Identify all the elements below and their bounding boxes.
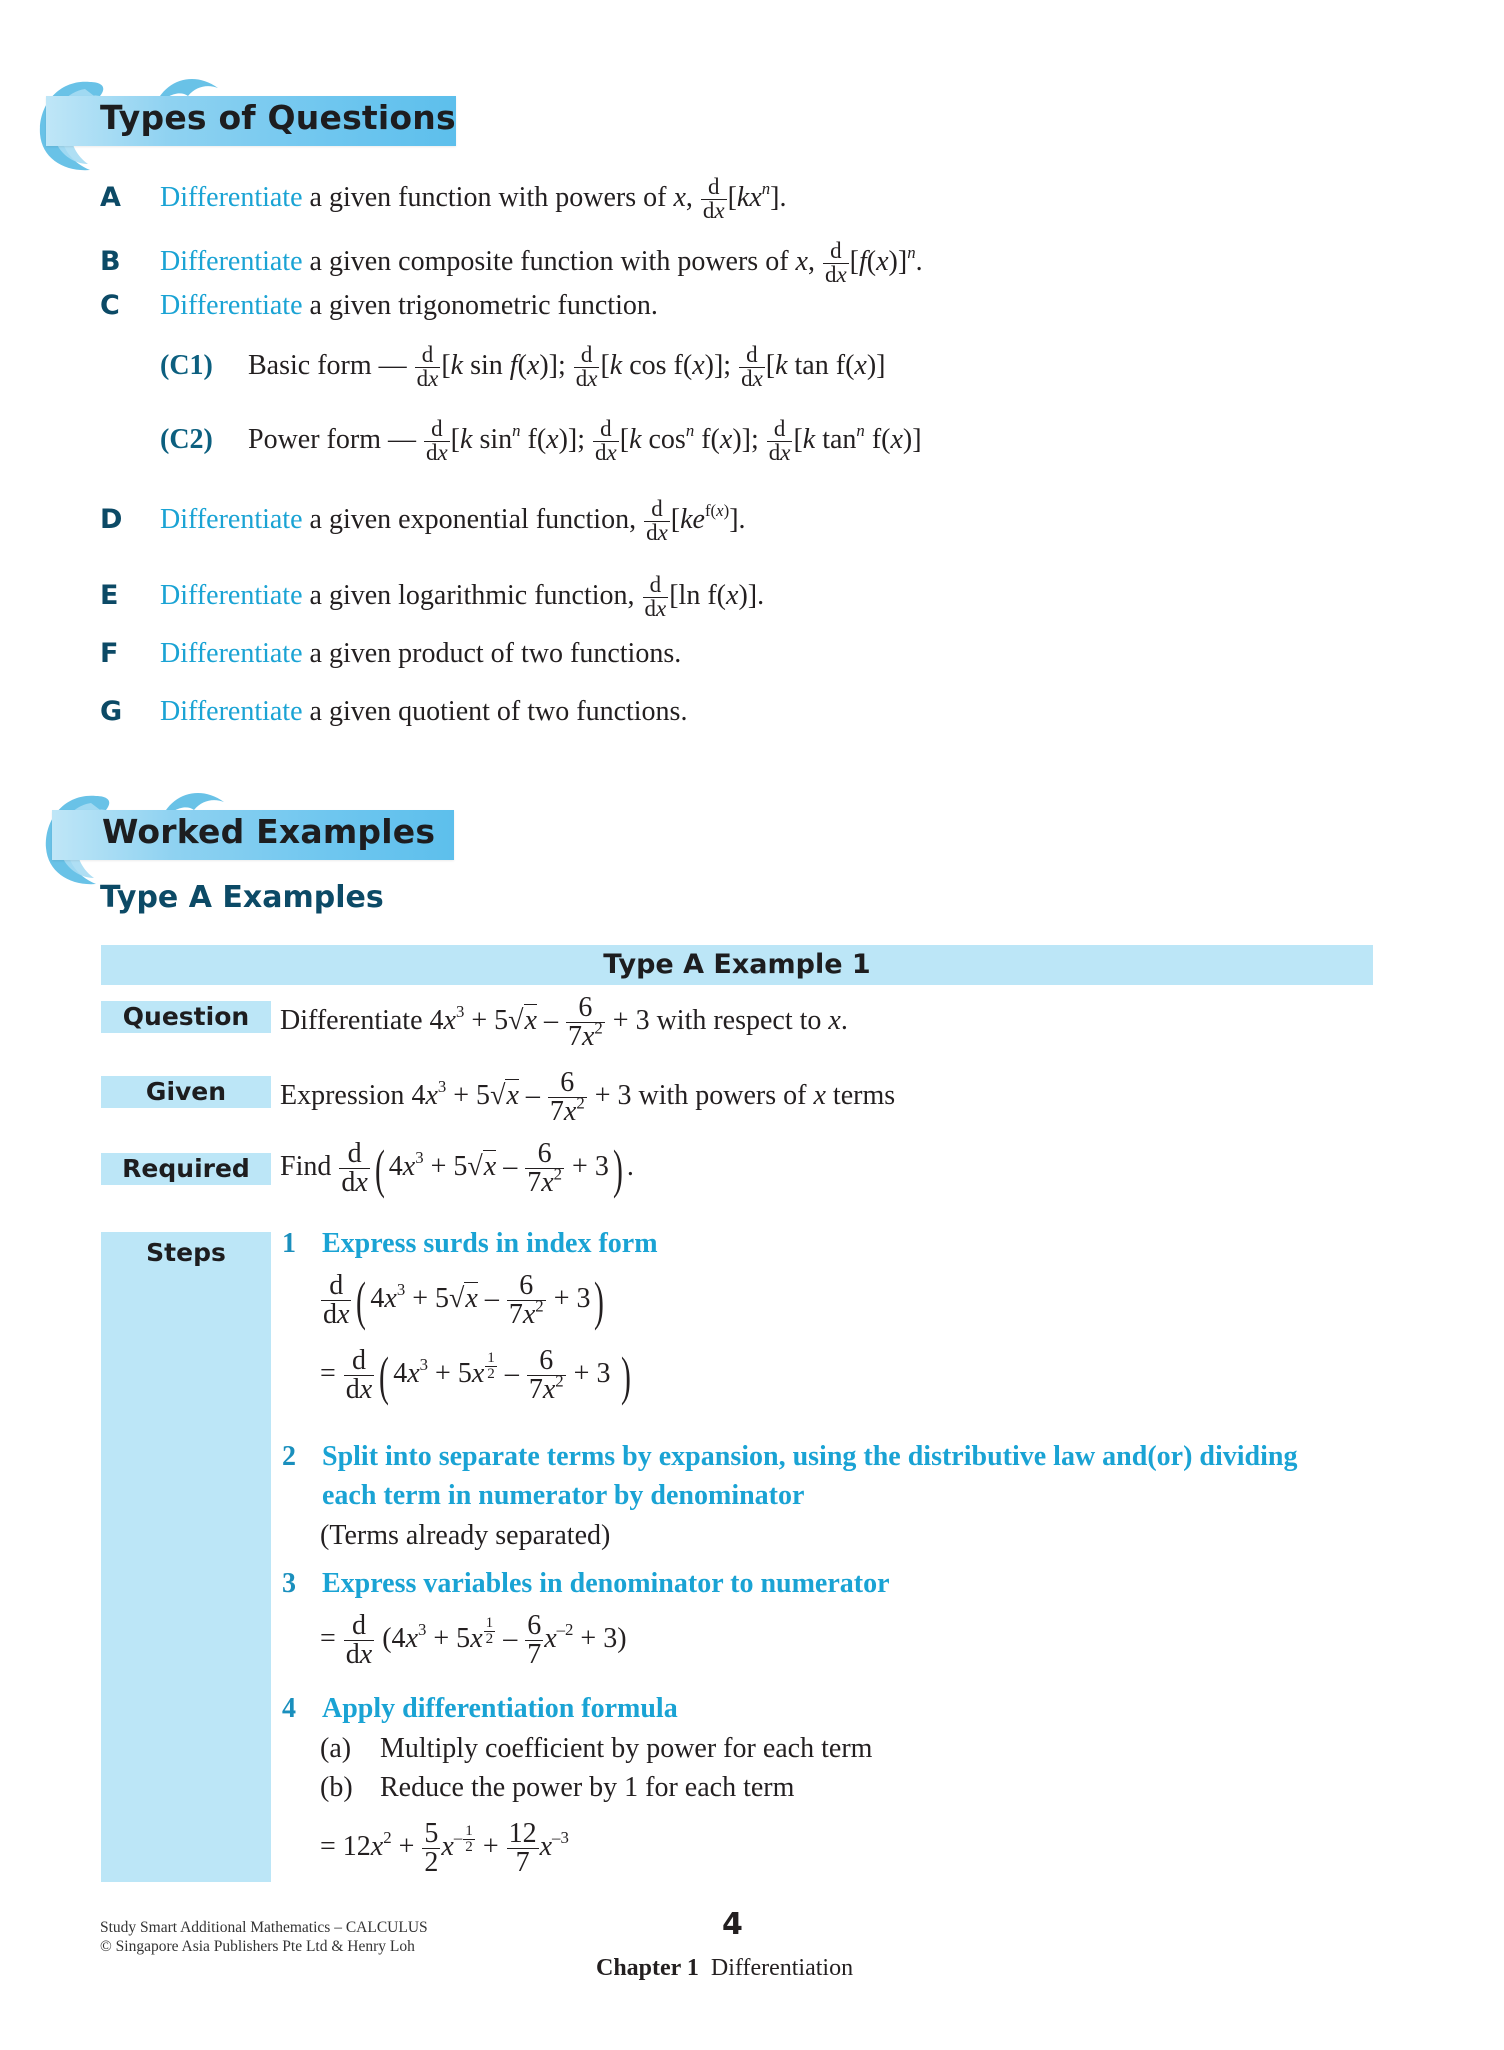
- type-a-examples-heading: Type A Examples: [100, 880, 384, 915]
- copyright: © Singapore Asia Publishers Pte Ltd & Henry Loh: [100, 1938, 415, 1955]
- book-title: Study Smart Additional Mathematics – CALCULUS: [100, 1919, 428, 1936]
- subtype-c2: (C2) Power form — $\frac{d}{dx}$ [k $\sin^n f(x)$]; $\frac{d}{dx}$ [k $\cos^n f(x)$]; $\frac{d}{dx}$ [k $\tan^n f(x)$]: [160, 416, 922, 465]
- type-letter: B: [100, 245, 121, 277]
- derivative-operator: $\frac{d}{dx}$: [702, 174, 725, 223]
- given-suffix: with powers of: [631, 1079, 814, 1111]
- type-item-d: D Differentiate a given exponential function, $\frac{d}{dx}$ $[ke^{f(x)}]$.: [100, 496, 746, 545]
- type-verb: Differentiate: [160, 181, 303, 213]
- type-verb: Differentiate: [160, 503, 303, 535]
- type-item-e: E Differentiate a given logarithmic function, $\frac{d}{dx}$ [ln f(x)].: [100, 572, 765, 621]
- given-label: Given: [101, 1076, 271, 1108]
- step-2-heading: [282, 1441, 1297, 1473]
- step-4-sub-b: [320, 1772, 794, 1804]
- given-text: Expression $4x^3 + 5√x$ – $\frac{6}{7x^2}$ + 3 with powers of x terms: [280, 1067, 896, 1127]
- chapter-label: Chapter 1: [596, 1955, 699, 1981]
- step-1-expression-1: $\frac{d}{dx}$ ( $4x^3 + 5√x$ – $\frac{6}{7x^2}$ + 3): [323, 1270, 605, 1331]
- type-letter: D: [100, 503, 123, 535]
- type-verb: Differentiate: [160, 638, 303, 669]
- step-number: 1: [282, 1228, 296, 1259]
- type-letter: E: [100, 579, 119, 611]
- step-number: 4: [282, 1693, 296, 1724]
- given-prefix: Expression: [280, 1079, 412, 1111]
- example-title-bar: Type A Example 1: [101, 945, 1373, 985]
- type-text: a given quotient of two functions.: [302, 696, 688, 727]
- type-item-c: [100, 292, 658, 320]
- section-title: Worked Examples: [102, 812, 436, 851]
- subtype-text: Power form —: [248, 423, 416, 455]
- step-number: 2: [282, 1441, 296, 1472]
- type-verb: Differentiate: [160, 290, 303, 321]
- sub-label: (b): [320, 1772, 353, 1803]
- subtype-label: (C2): [160, 423, 213, 455]
- type-text: a given logarithmic function,: [302, 579, 642, 611]
- type-text: a given function with powers of: [302, 181, 674, 213]
- type-letter: C: [100, 290, 120, 321]
- question-label: Question: [101, 1001, 271, 1033]
- step-1-heading: [282, 1228, 658, 1260]
- type-item-g: [100, 698, 687, 726]
- type-letter: G: [100, 696, 123, 727]
- required-text: Find $\frac{d}{dx}$ ( $4x^3 + 5√x$ – $\frac{6}{7x^2}$ + 3) .: [280, 1138, 634, 1199]
- types-of-questions-banner: [38, 84, 468, 142]
- type-letter: F: [100, 638, 119, 669]
- derivative-operator: $\frac{d}{dx}$: [824, 238, 847, 287]
- type-item-a: A Differentiate a given function with powers of x, $\frac{d}{dx}$ $[kx^n]$.: [100, 174, 787, 223]
- sub-label: (a): [320, 1733, 352, 1764]
- step-3-heading: [282, 1568, 890, 1600]
- chapter-footer: [596, 1955, 853, 1982]
- chapter-name: Differentiation: [710, 1955, 854, 1981]
- step-4-heading: [282, 1693, 678, 1725]
- type-letter: A: [100, 181, 121, 213]
- sub-text: Reduce the power by 1 for each term: [380, 1772, 795, 1803]
- given-end: terms: [825, 1079, 896, 1111]
- step-title: Split into separate terms by expansion, using the distributive law and(or) dividing: [322, 1441, 1298, 1472]
- type-item-b: B Differentiate a given composite function with powers of x, $\frac{d}{dx}$ $[f(x)]^n$.: [100, 238, 923, 287]
- section-title: Types of Questions: [100, 98, 456, 137]
- step-4-sub-a: [320, 1733, 872, 1765]
- type-text: a given product of two functions.: [302, 638, 682, 669]
- step-2-note: (Terms already separated): [320, 1520, 611, 1551]
- sub-text: Multiply coefficient by power for each term: [380, 1733, 873, 1764]
- page-number: 4: [722, 1907, 743, 1942]
- step-title: Express variables in denominator to numerator: [322, 1568, 890, 1599]
- type-text: a given exponential function,: [302, 503, 644, 535]
- subtype-text: Basic form —: [248, 349, 407, 381]
- type-verb: Differentiate: [160, 245, 303, 277]
- required-prefix: Find: [280, 1150, 339, 1182]
- step-number: 3: [282, 1568, 296, 1599]
- type-verb: Differentiate: [160, 579, 303, 611]
- step-1-expression-2: = $\frac{d}{dx}$ ( $4x^3 + 5x$ $^{\frac{1}{2}}$ – $\frac{6}{7x^2}$ + 3 ): [320, 1345, 632, 1406]
- step-2-heading-cont: [322, 1480, 804, 1512]
- step-title: Apply differentiation formula: [322, 1693, 678, 1724]
- steps-label-column: [101, 1232, 271, 1882]
- required-label: Required: [101, 1153, 271, 1185]
- step-title-continued: each term in numerator by denominator: [322, 1480, 805, 1511]
- worked-examples-banner: [44, 798, 474, 856]
- step-title: Express surds in index form: [322, 1228, 658, 1259]
- final-answer: = $12x^2$ + $\frac{5}{2}$ $x^{- \frac{1}{2}}$ + $\frac{12}{7}$ $x^{-3}$: [320, 1818, 569, 1878]
- steps-label: Steps: [146, 1238, 226, 1267]
- type-verb: Differentiate: [160, 696, 303, 727]
- subtype-label: (C1): [160, 349, 213, 381]
- question-text: Differentiate $4x^3 + 5√x$ – $\frac{6}{7x^2}$ + 3 with respect to x.: [280, 992, 848, 1052]
- subtype-c1: (C1) Basic form — $\frac{d}{dx}$ [k sin f(x)]; $\frac{d}{dx}$ [k cos f(x)]; $\frac{d}{dx}$ [k tan f(x)]: [160, 342, 886, 391]
- question-suffix: with respect to: [649, 1004, 829, 1036]
- question-prefix: Differentiate: [280, 1004, 430, 1036]
- type-item-f: [100, 640, 681, 668]
- footer-credits: [100, 1918, 428, 1956]
- step-3-expression: = $\frac{d}{dx}$ ($4x^3 + 5x$ $^{\frac{1}{2}}$ – $\frac{6}{7}$ $x^{-2} + 3$): [320, 1610, 627, 1670]
- type-text: a given trigonometric function.: [302, 290, 658, 321]
- type-text: a given composite function with powers of: [302, 245, 796, 277]
